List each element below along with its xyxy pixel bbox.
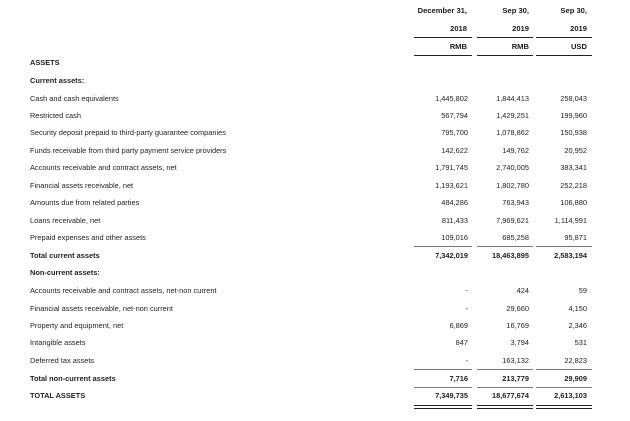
double-rule-top-col1 [414,405,472,406]
row-value-sep-2019-usd: 106,880 [560,198,587,207]
double-rule-bottom-col1 [414,408,472,409]
row-value-dec-2018-rmb: 847 [455,338,468,347]
row-value-sep-2019-rmb: 29,660 [506,304,529,313]
row-label: Total current assets [30,251,100,260]
row-label: Funds receivable from third party payment service providers [30,146,227,155]
row-value-sep-2019-rmb: 424 [516,286,529,295]
section-assets [0,58,630,70]
row-value-sep-2019-usd: 2,583,194 [554,251,587,260]
row-value-sep-2019-rmb: 2,740,005 [496,163,529,172]
row-value-dec-2018-rmb: 567,794 [441,111,468,120]
row-label: Financial assets receivable, net-non current [30,304,173,313]
row-value-sep-2019-usd: 1,114,991 [554,216,587,225]
row-value-sep-2019-usd: 2,346 [568,321,587,330]
row-value-sep-2019-usd: 59 [578,286,587,295]
table-row [0,321,630,333]
row-value-sep-2019-rmb: 685,258 [502,233,529,242]
section-current-assets [0,76,630,88]
row-value-sep-2019-rmb: 1,078,862 [496,128,529,137]
row-value-sep-2019-usd: 29,909 [564,374,587,383]
total-assets-row [0,391,630,403]
double-rule-bottom-col3 [536,408,592,409]
row-label: Intangible assets [30,338,86,347]
total-current-assets-row [0,251,630,263]
row-label: Deferred tax assets [30,356,95,365]
col3-header-line2: 2019 [570,24,587,33]
row-value-sep-2019-rmb: 1,802,780 [496,181,529,190]
row-value-dec-2018-rmb: 142,622 [441,146,468,155]
row-value-dec-2018-rmb: 811,433 [441,216,468,225]
table-row [0,338,630,350]
row-label: Accounts receivable and contract assets, net-non current [30,286,217,295]
row-value-dec-2018-rmb: 109,016 [441,233,468,242]
row-label: Accounts receivable and contract assets, net [30,163,177,172]
table-row [0,163,630,175]
row-value-sep-2019-usd: 252,218 [560,181,587,190]
subtotal-rule-col1 [414,369,472,370]
row-value-dec-2018-rmb: 7,349,735 [435,391,468,400]
row-value-dec-2018-rmb: 1,445,802 [435,94,468,103]
double-rule-bottom-col2 [477,408,533,409]
row-label: Prepaid expenses and other assets [30,233,146,242]
total-rule-col3 [536,387,592,388]
row-value-dec-2018-rmb: 7,716 [449,374,468,383]
row-value-sep-2019-rmb: 18,463,895 [492,251,529,260]
row-value-sep-2019-usd: 199,960 [560,111,587,120]
double-rule-top-col2 [477,405,533,406]
row-value-dec-2018-rmb: 7,342,019 [435,251,468,260]
row-label: TOTAL ASSETS [30,391,86,400]
row-value-dec-2018-rmb: 1,791,745 [435,163,468,172]
table-row [0,146,630,158]
col3-unit-rule [536,55,592,56]
table-row [0,216,630,228]
row-value-sep-2019-usd: 258,043 [560,94,587,103]
subtotal-rule-col3 [536,369,592,370]
col1-header-line2: 2018 [450,24,467,33]
col2-header-line2: 2019 [512,24,529,33]
col3-header-line1: Sep 30, [560,6,587,15]
row-value-sep-2019-rmb: 213,779 [502,374,529,383]
row-value-sep-2019-rmb: 3,794 [510,338,529,347]
row-value-sep-2019-usd: 2,613,103 [554,391,587,400]
row-value-sep-2019-rmb: 1,844,413 [496,94,529,103]
section-noncurrent-assets [0,268,630,280]
row-value-sep-2019-rmb: 149,762 [502,146,529,155]
table-row [0,233,630,245]
table-row [0,94,630,106]
row-value-sep-2019-usd: 22,823 [564,356,587,365]
row-value-sep-2019-usd: 20,952 [564,146,587,155]
table-row [0,111,630,123]
subtotal-rule-col2 [477,246,533,247]
row-value-sep-2019-rmb: 7,969,621 [496,216,529,225]
total-rule-col2 [477,387,533,388]
row-value-dec-2018-rmb: 6,869 [449,321,468,330]
subtotal-rule-col3 [536,246,592,247]
row-value-dec-2018-rmb: 795,700 [441,128,468,137]
section-assets-label: ASSETS [30,58,60,67]
row-value-dec-2018-rmb: 1,193,621 [435,181,468,190]
total-noncurrent-assets-row [0,374,630,386]
row-label: Financial assets receivable, net [30,181,134,190]
col1-unit-rule [414,55,472,56]
row-label: Total non-current assets [30,374,116,383]
table-row [0,128,630,140]
col3-header-rule [536,37,592,38]
row-label: Property and equipment, net [30,321,124,330]
row-value-sep-2019-usd: 150,938 [560,128,587,137]
row-value-sep-2019-rmb: 18,677,674 [492,391,529,400]
table-row [0,356,630,368]
subtotal-rule-col2 [477,369,533,370]
row-value-sep-2019-usd: 95,871 [564,233,587,242]
table-row [0,181,630,193]
row-label: Loans receivable, net [30,216,101,225]
col2-header-line1: Sep 30, [502,6,529,15]
row-value-dec-2018-rmb: - [465,286,468,295]
col2-header-unit: RMB [511,42,529,51]
row-value-dec-2018-rmb: 484,286 [441,198,468,207]
double-rule-top-col3 [536,405,592,406]
col1-header-line1: December 31, [417,6,467,15]
subtotal-rule-col1 [414,246,472,247]
row-value-sep-2019-rmb: 163,132 [502,356,529,365]
row-value-sep-2019-rmb: 763,943 [502,198,529,207]
table-row [0,198,630,210]
row-label: Security deposit prepaid to third-party guarantee companies [30,128,226,137]
row-label: Amounts due from related parties [30,198,140,207]
row-value-dec-2018-rmb: - [465,304,468,313]
row-value-sep-2019-rmb: 16,769 [506,321,529,330]
col1-header-unit: RMB [449,42,467,51]
col3-header-unit: USD [570,42,587,51]
table-row [0,286,630,298]
section-current-assets-label: Current assets: [30,76,85,85]
col2-header-rule [477,37,533,38]
row-label: Cash and cash equivalents [30,94,119,103]
row-value-sep-2019-usd: 4,150 [568,304,587,313]
table-row [0,304,630,316]
section-noncurrent-assets-label: Non-current assets: [30,268,100,277]
col1-header-rule [414,37,472,38]
row-label: Restricted cash [30,111,81,120]
row-value-sep-2019-rmb: 1,429,251 [496,111,529,120]
row-value-sep-2019-usd: 383,341 [560,163,587,172]
total-rule-col1 [414,387,472,388]
row-value-dec-2018-rmb: - [465,356,468,365]
row-value-sep-2019-usd: 531 [574,338,587,347]
col2-unit-rule [477,55,533,56]
